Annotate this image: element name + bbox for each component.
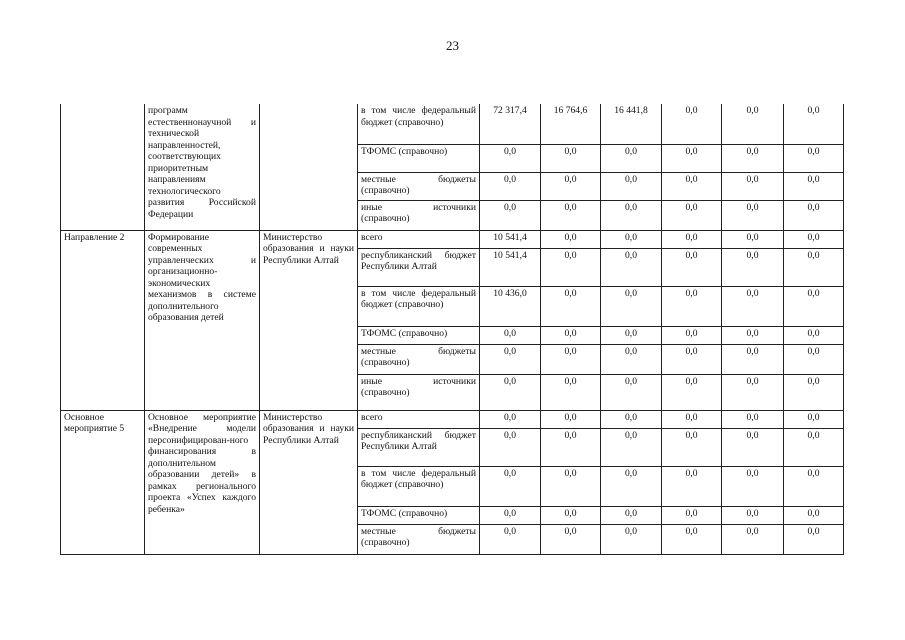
source-label: иные источники (справочно) bbox=[361, 375, 476, 398]
amount-cell: 0,0 bbox=[480, 144, 541, 172]
amount-cell: 0,0 bbox=[662, 428, 722, 466]
amount-cell: 0,0 bbox=[722, 248, 784, 286]
amount-cell: 0,0 bbox=[601, 286, 662, 326]
amount-cell: 0,0 bbox=[480, 506, 541, 524]
amount-cell: 0,0 bbox=[541, 230, 601, 248]
amount-cell: 0,0 bbox=[722, 326, 784, 344]
amount-cell: 0,0 bbox=[722, 344, 784, 374]
amount-cell: 0,0 bbox=[722, 172, 784, 200]
section-cell-text: Направление 2 bbox=[64, 231, 125, 243]
amount-cell: 0,0 bbox=[784, 374, 844, 410]
amount-cell: 0,0 bbox=[480, 172, 541, 200]
amount-cell: 0,0 bbox=[722, 374, 784, 410]
amount-cell: 0,0 bbox=[784, 524, 844, 554]
executor-cell-text: Министерство образования и науки Республики Алтай bbox=[263, 231, 354, 266]
title-cell-text: программ естественнонаучной и технической направленностей, соответствующих приоритетным направлениям технологического развития Российской Федерации bbox=[148, 105, 256, 220]
amount-cell: 0,0 bbox=[722, 524, 784, 554]
source-label: в том числе федеральный бюджет (справочно) bbox=[361, 467, 476, 490]
source-label-cell bbox=[358, 144, 480, 172]
source-label-cell bbox=[358, 200, 480, 230]
amount-cell: 0,0 bbox=[601, 344, 662, 374]
amount-cell: 0,0 bbox=[784, 248, 844, 286]
source-label-cell bbox=[358, 326, 480, 344]
source-label: ТФОМС (справочно) bbox=[361, 507, 448, 519]
source-label: республиканский бюджет Республики Алтай bbox=[361, 429, 476, 452]
amount-cell: 0,0 bbox=[480, 374, 541, 410]
amount-cell: 0,0 bbox=[722, 104, 784, 144]
source-label-cell bbox=[358, 466, 480, 506]
amount-cell: 0,0 bbox=[784, 144, 844, 172]
amount-cell: 0,0 bbox=[541, 326, 601, 344]
amount-cell: 16 764,6 bbox=[541, 104, 601, 144]
source-label-cell bbox=[358, 524, 480, 554]
amount-cell: 0,0 bbox=[601, 200, 662, 230]
amount-cell: 0,0 bbox=[662, 410, 722, 428]
source-label: всего bbox=[361, 231, 383, 243]
amount-cell: 0,0 bbox=[784, 104, 844, 144]
source-label-cell bbox=[358, 286, 480, 326]
source-label-cell bbox=[358, 374, 480, 410]
amount-cell: 0,0 bbox=[480, 466, 541, 506]
amount-cell: 0,0 bbox=[662, 172, 722, 200]
source-label: местные бюджеты (справочно) bbox=[361, 345, 476, 368]
amount-cell: 0,0 bbox=[784, 230, 844, 248]
source-label: ТФОМС (справочно) bbox=[361, 145, 448, 157]
amount-cell: 0,0 bbox=[601, 524, 662, 554]
executor-cell-text: Министерство образования и науки Республики Алтай bbox=[263, 411, 354, 446]
amount-cell: 0,0 bbox=[722, 144, 784, 172]
amount-cell: 0,0 bbox=[662, 200, 722, 230]
amount-cell: 0,0 bbox=[541, 374, 601, 410]
amount-cell: 0,0 bbox=[784, 410, 844, 428]
table-row bbox=[61, 230, 844, 248]
source-label: местные бюджеты (справочно) bbox=[361, 525, 476, 548]
amount-cell: 0,0 bbox=[722, 286, 784, 326]
source-label: местные бюджеты (справочно) bbox=[361, 173, 476, 196]
amount-cell: 0,0 bbox=[541, 200, 601, 230]
title-cell bbox=[145, 410, 260, 554]
amount-cell: 0,0 bbox=[541, 344, 601, 374]
budget-table bbox=[60, 104, 844, 555]
source-label: в том числе федеральный бюджет (справочно) bbox=[361, 105, 476, 128]
amount-cell: 0,0 bbox=[784, 286, 844, 326]
amount-cell: 0,0 bbox=[480, 524, 541, 554]
source-label-cell bbox=[358, 410, 480, 428]
amount-cell: 0,0 bbox=[784, 466, 844, 506]
amount-cell: 0,0 bbox=[662, 286, 722, 326]
amount-cell: 0,0 bbox=[722, 506, 784, 524]
amount-cell: 0,0 bbox=[601, 326, 662, 344]
amount-cell: 0,0 bbox=[784, 428, 844, 466]
amount-cell: 0,0 bbox=[601, 428, 662, 466]
amount-cell: 0,0 bbox=[480, 428, 541, 466]
amount-cell: 0,0 bbox=[722, 466, 784, 506]
amount-cell: 0,0 bbox=[784, 200, 844, 230]
source-label: республиканский бюджет Республики Алтай bbox=[361, 249, 476, 272]
amount-cell: 0,0 bbox=[784, 172, 844, 200]
title-cell bbox=[145, 104, 260, 230]
executor-cell bbox=[260, 410, 358, 554]
amount-cell: 0,0 bbox=[722, 200, 784, 230]
section-cell bbox=[61, 230, 145, 410]
amount-cell: 0,0 bbox=[601, 466, 662, 506]
amount-cell: 0,0 bbox=[662, 144, 722, 172]
source-label: иные источники (справочно) bbox=[361, 201, 476, 224]
amount-cell: 0,0 bbox=[662, 248, 722, 286]
source-label-cell bbox=[358, 104, 480, 144]
amount-cell: 0,0 bbox=[722, 428, 784, 466]
amount-cell: 0,0 bbox=[601, 144, 662, 172]
title-cell bbox=[145, 230, 260, 410]
section-cell-text: Основное мероприятие 5 bbox=[64, 411, 125, 434]
title-cell-text: Основное мероприятие «Внедрение модели персонифицирован-ного финансирования в дополнительном образовании детей» в рамках регионального проекта «Успех каждого ребенка» bbox=[148, 411, 256, 515]
title-cell-text: Формирование современных управленческих и организационно-экономических механизмов в системе дополнительного образования детей bbox=[148, 231, 256, 323]
section-cell bbox=[61, 410, 145, 554]
table-row bbox=[61, 410, 844, 428]
amount-cell: 16 441,8 bbox=[601, 104, 662, 144]
amount-cell: 0,0 bbox=[541, 466, 601, 506]
amount-cell: 0,0 bbox=[662, 230, 722, 248]
amount-cell: 0,0 bbox=[784, 506, 844, 524]
amount-cell: 0,0 bbox=[601, 506, 662, 524]
amount-cell: 0,0 bbox=[480, 344, 541, 374]
table-row bbox=[61, 104, 844, 144]
amount-cell: 0,0 bbox=[601, 248, 662, 286]
amount-cell: 0,0 bbox=[480, 326, 541, 344]
amount-cell: 0,0 bbox=[662, 104, 722, 144]
source-label: в том числе федеральный бюджет (справочно) bbox=[361, 287, 476, 310]
amount-cell: 0,0 bbox=[662, 374, 722, 410]
source-label-cell bbox=[358, 248, 480, 286]
source-label: всего bbox=[361, 411, 383, 423]
amount-cell: 0,0 bbox=[662, 344, 722, 374]
amount-cell: 0,0 bbox=[601, 230, 662, 248]
executor-cell bbox=[260, 230, 358, 410]
amount-cell: 72 317,4 bbox=[480, 104, 541, 144]
amount-cell: 10 541,4 bbox=[480, 230, 541, 248]
source-label-cell bbox=[358, 172, 480, 200]
amount-cell: 0,0 bbox=[541, 286, 601, 326]
source-label-cell bbox=[358, 506, 480, 524]
amount-cell: 0,0 bbox=[601, 374, 662, 410]
amount-cell: 0,0 bbox=[722, 230, 784, 248]
amount-cell: 0,0 bbox=[541, 248, 601, 286]
source-label-cell bbox=[358, 230, 480, 248]
amount-cell: 0,0 bbox=[541, 410, 601, 428]
amount-cell: 0,0 bbox=[662, 506, 722, 524]
amount-cell: 0,0 bbox=[601, 410, 662, 428]
amount-cell: 0,0 bbox=[541, 144, 601, 172]
amount-cell: 0,0 bbox=[662, 326, 722, 344]
amount-cell: 10 541,4 bbox=[480, 248, 541, 286]
amount-cell: 0,0 bbox=[662, 466, 722, 506]
source-label-cell bbox=[358, 428, 480, 466]
amount-cell: 0,0 bbox=[480, 200, 541, 230]
amount-cell: 0,0 bbox=[541, 524, 601, 554]
page-number: 23 bbox=[446, 38, 459, 53]
amount-cell: 10 436,0 bbox=[480, 286, 541, 326]
section-cell bbox=[61, 104, 145, 230]
amount-cell: 0,0 bbox=[662, 524, 722, 554]
source-label: ТФОМС (справочно) bbox=[361, 327, 448, 339]
source-label-cell bbox=[358, 344, 480, 374]
executor-cell bbox=[260, 104, 358, 230]
amount-cell: 0,0 bbox=[601, 172, 662, 200]
amount-cell: 0,0 bbox=[784, 326, 844, 344]
amount-cell: 0,0 bbox=[541, 172, 601, 200]
amount-cell: 0,0 bbox=[784, 344, 844, 374]
amount-cell: 0,0 bbox=[541, 428, 601, 466]
amount-cell: 0,0 bbox=[722, 410, 784, 428]
amount-cell: 0,0 bbox=[541, 506, 601, 524]
amount-cell: 0,0 bbox=[480, 410, 541, 428]
